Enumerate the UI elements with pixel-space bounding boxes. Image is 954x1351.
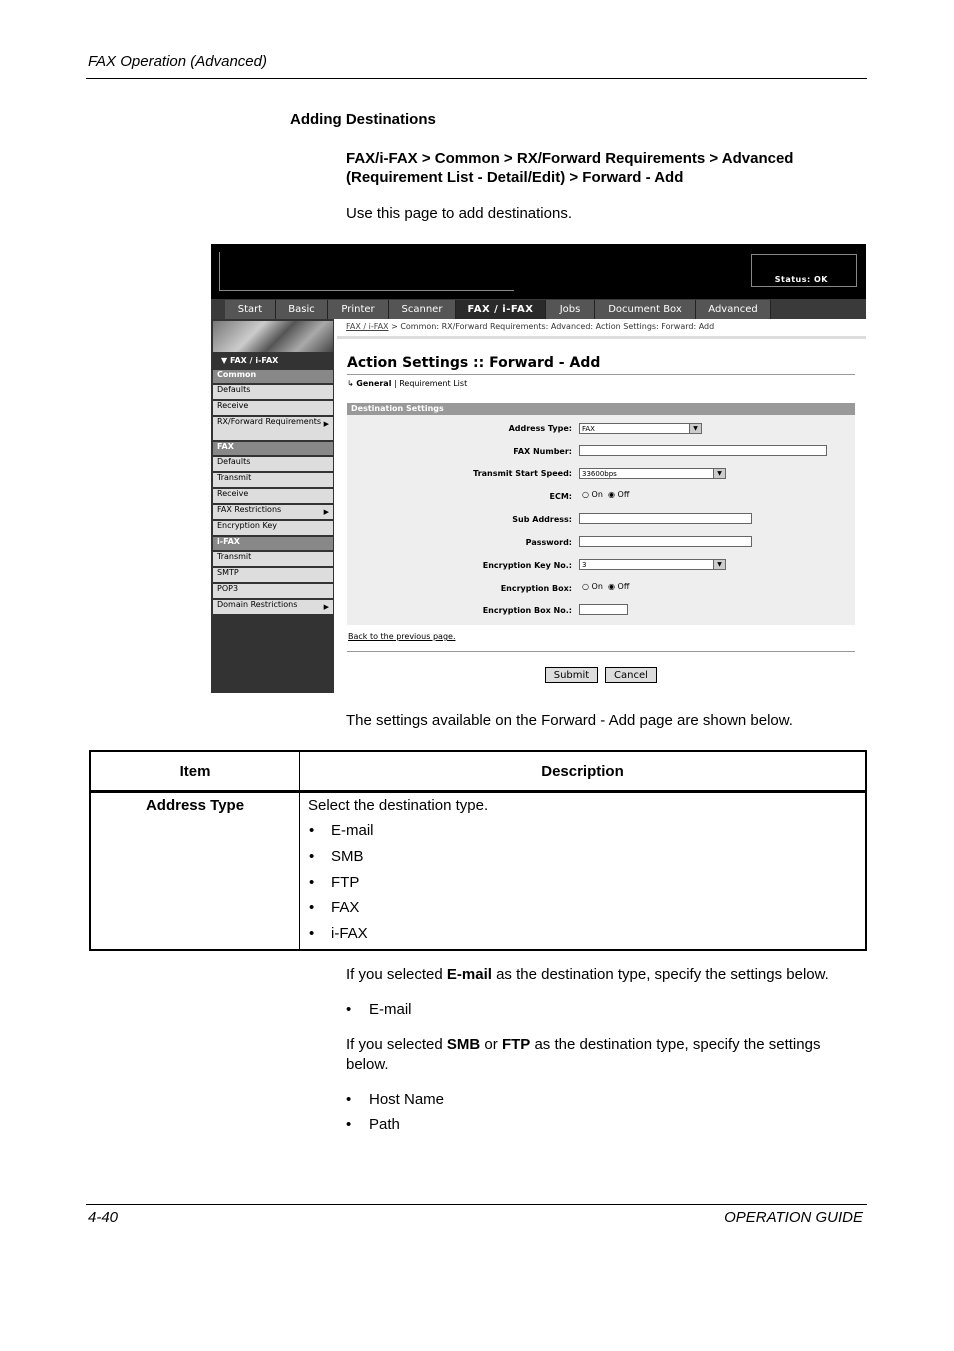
section-heading: Adding Destinations — [290, 111, 436, 128]
bullet-icon: • — [309, 874, 315, 891]
fax-number-label: FAX Number: — [513, 447, 572, 456]
sub-address-label: Sub Address: — [512, 515, 572, 524]
radio-on-label: On — [591, 582, 603, 591]
password-label: Password: — [525, 538, 572, 547]
sidebar-item-defaults[interactable]: Defaults — [213, 385, 333, 400]
sidebar-item-fax-receive[interactable]: Receive — [213, 489, 333, 504]
breadcrumb-divider — [337, 336, 866, 339]
navigation-path: FAX/i-FAX > Common > RX/Forward Requirements > Advanced (Requirement List - Detail/Edit) > Forward - Add — [346, 150, 794, 186]
column-divider — [299, 752, 300, 949]
title-divider — [347, 374, 855, 375]
sidebar-item-rx-forward[interactable] — [213, 417, 333, 441]
note-text: If you selected — [346, 1036, 447, 1053]
tab-advanced[interactable]: Advanced — [696, 300, 771, 319]
bullet-icon: • — [309, 848, 315, 865]
tx-speed-value: 33600bps — [582, 470, 617, 478]
tab-general[interactable]: General — [356, 379, 392, 388]
option-smb: SMB — [331, 848, 364, 865]
tab-requirement-list[interactable]: Requirement List — [399, 379, 468, 388]
sidebar-item-label: RX/Forward Requirements — [217, 417, 322, 426]
ecm-label: ECM: — [549, 492, 572, 501]
submenu-arrow-icon: ▶ — [323, 508, 329, 516]
breadcrumb-link[interactable]: FAX / i-FAX — [346, 322, 389, 331]
guide-name: OPERATION GUIDE — [724, 1209, 863, 1226]
sub-tabs: ↳ General | Requirement List — [347, 379, 468, 388]
nav-bar — [211, 299, 866, 319]
enc-box-label: Encryption Box: — [500, 584, 572, 593]
arrow-icon: ↳ — [347, 379, 357, 388]
option-ftp: FTP — [331, 874, 360, 891]
option-fax: FAX — [331, 899, 360, 916]
sidebar-item-receive[interactable]: Receive — [213, 401, 333, 416]
note-text: as the destination type, specify the settings — [530, 1036, 821, 1053]
note-bold: FTP — [501, 1036, 531, 1053]
dropdown-arrow-icon: ▼ — [689, 424, 701, 433]
sidebar-item-domain-restrictions[interactable] — [213, 600, 333, 615]
radio-off-selected[interactable]: ◉ — [608, 582, 618, 591]
column-header-item: Item — [179, 763, 211, 780]
sidebar-item-fax[interactable]: FAX — [213, 442, 333, 456]
tab-printer[interactable]: Printer — [328, 300, 389, 319]
radio-on-label: On — [591, 490, 603, 499]
sidebar-item-ifax-transmit[interactable]: Transmit — [213, 552, 333, 567]
page-title: Action Settings :: Forward - Add — [347, 355, 601, 371]
bullet-icon: • — [346, 1091, 352, 1108]
tx-speed-select[interactable] — [579, 468, 726, 479]
fax-number-input[interactable] — [579, 445, 827, 456]
status-box — [751, 254, 857, 287]
running-header: FAX Operation (Advanced) — [88, 53, 267, 70]
bottom-divider — [347, 651, 855, 652]
settings-intro: The settings available on the Forward - Add page are shown below. — [346, 712, 793, 729]
section-bar: Destination Settings — [347, 403, 855, 415]
web-ui-screenshot — [211, 244, 866, 693]
enc-key-label: Encryption Key No.: — [482, 561, 572, 570]
radio-on[interactable]: ○ — [582, 490, 592, 499]
page-number: 4-40 — [88, 1209, 119, 1226]
row-description: Select the destination type. — [308, 797, 489, 814]
dropdown-arrow-icon: ▼ — [713, 560, 725, 569]
password-input[interactable] — [579, 536, 752, 547]
settings-table — [89, 750, 867, 951]
tab-document-box[interactable]: Document Box — [595, 300, 696, 319]
radio-on[interactable]: ○ — [582, 582, 592, 591]
note-text: as the destination type, specify the settings below. — [491, 966, 829, 983]
tab-start[interactable]: Start — [225, 300, 276, 319]
radio-off-label: Off — [617, 490, 630, 499]
address-type-select[interactable] — [579, 423, 702, 434]
submenu-arrow-icon: ▶ — [323, 420, 329, 428]
sidebar-item-ifax[interactable]: i-FAX — [213, 537, 333, 551]
sidebar-item-pop3[interactable]: POP3 — [213, 584, 333, 599]
tx-speed-label: Transmit Start Speed: — [473, 469, 572, 478]
enc-key-select[interactable] — [579, 559, 726, 570]
tab-basic[interactable]: Basic — [276, 300, 328, 319]
enc-box-no-label: Encryption Box No.: — [482, 606, 572, 615]
address-type-label: Address Type: — [508, 424, 572, 433]
bullet-icon: • — [346, 1001, 352, 1018]
footer-rule — [86, 1204, 867, 1205]
sidebar-image — [213, 321, 333, 352]
sidebar-item-fax-defaults[interactable]: Defaults — [213, 457, 333, 472]
header-rule — [86, 78, 867, 79]
option-ifax: i-FAX — [331, 925, 368, 942]
row-item: Address Type — [145, 797, 245, 814]
sidebar-item-label: FAX Restrictions — [217, 505, 282, 514]
sidebar — [211, 319, 334, 693]
column-header-description: Description — [541, 763, 624, 780]
address-type-value: FAX — [582, 425, 595, 433]
sidebar-item-fax-restrictions[interactable] — [213, 505, 333, 520]
sidebar-heading: ▼ FAX / i-FAX — [221, 356, 279, 365]
option-email: E-mail — [331, 822, 374, 839]
status-text: Status: OK — [774, 275, 828, 284]
note-text: If you selected — [346, 966, 447, 983]
dropdown-arrow-icon: ▼ — [713, 469, 725, 478]
email-item: E-mail — [369, 1001, 412, 1018]
submit-button[interactable]: Submit — [545, 667, 598, 683]
back-link[interactable]: Back to the previous page. — [348, 632, 456, 641]
breadcrumb-rest: > Common: RX/Forward Requirements: Advanced: Action Settings: Forward: Add — [388, 322, 715, 331]
breadcrumb — [346, 322, 714, 331]
sidebar-item-fax-transmit[interactable]: Transmit — [213, 473, 333, 488]
bullet-icon: • — [309, 925, 315, 942]
smb-note — [346, 1035, 820, 1054]
bullet-icon: • — [309, 822, 315, 839]
cancel-button[interactable]: Cancel — [605, 667, 657, 683]
note-text: or — [480, 1036, 502, 1053]
note-bold: E-mail — [446, 966, 492, 983]
note-bold: SMB — [446, 1036, 481, 1053]
bullet-icon: • — [346, 1116, 352, 1133]
sidebar-item-smtp[interactable]: SMTP — [213, 568, 333, 583]
tab-scanner[interactable]: Scanner — [389, 300, 456, 319]
tab-fax-ifax[interactable]: FAX / i-FAX — [456, 300, 546, 319]
sidebar-item-label: Domain Restrictions — [217, 600, 298, 609]
email-note — [346, 965, 829, 984]
sub-address-input[interactable] — [579, 513, 752, 524]
smb-item-path: Path — [369, 1116, 400, 1133]
radio-off-label: Off — [617, 582, 630, 591]
sidebar-item-encryption-key[interactable]: Encryption Key — [213, 521, 333, 536]
bullet-icon: • — [309, 899, 315, 916]
enc-key-value: 3 — [582, 561, 587, 569]
sidebar-item-common[interactable]: Common — [213, 370, 333, 384]
smb-note-continued: below. — [346, 1056, 389, 1073]
tab-jobs[interactable]: Jobs — [546, 300, 595, 319]
smb-item-host: Host Name — [369, 1091, 445, 1108]
top-banner — [211, 244, 866, 299]
intro-text: Use this page to add destinations. — [346, 205, 572, 222]
enc-box-radio-group — [582, 582, 629, 591]
submenu-arrow-icon: ▶ — [323, 603, 329, 611]
enc-box-no-input[interactable] — [579, 604, 628, 615]
header-divider — [91, 790, 865, 793]
banner-frame — [219, 252, 514, 291]
ecm-radio-group — [582, 490, 629, 499]
radio-off-selected[interactable]: ◉ — [608, 490, 618, 499]
